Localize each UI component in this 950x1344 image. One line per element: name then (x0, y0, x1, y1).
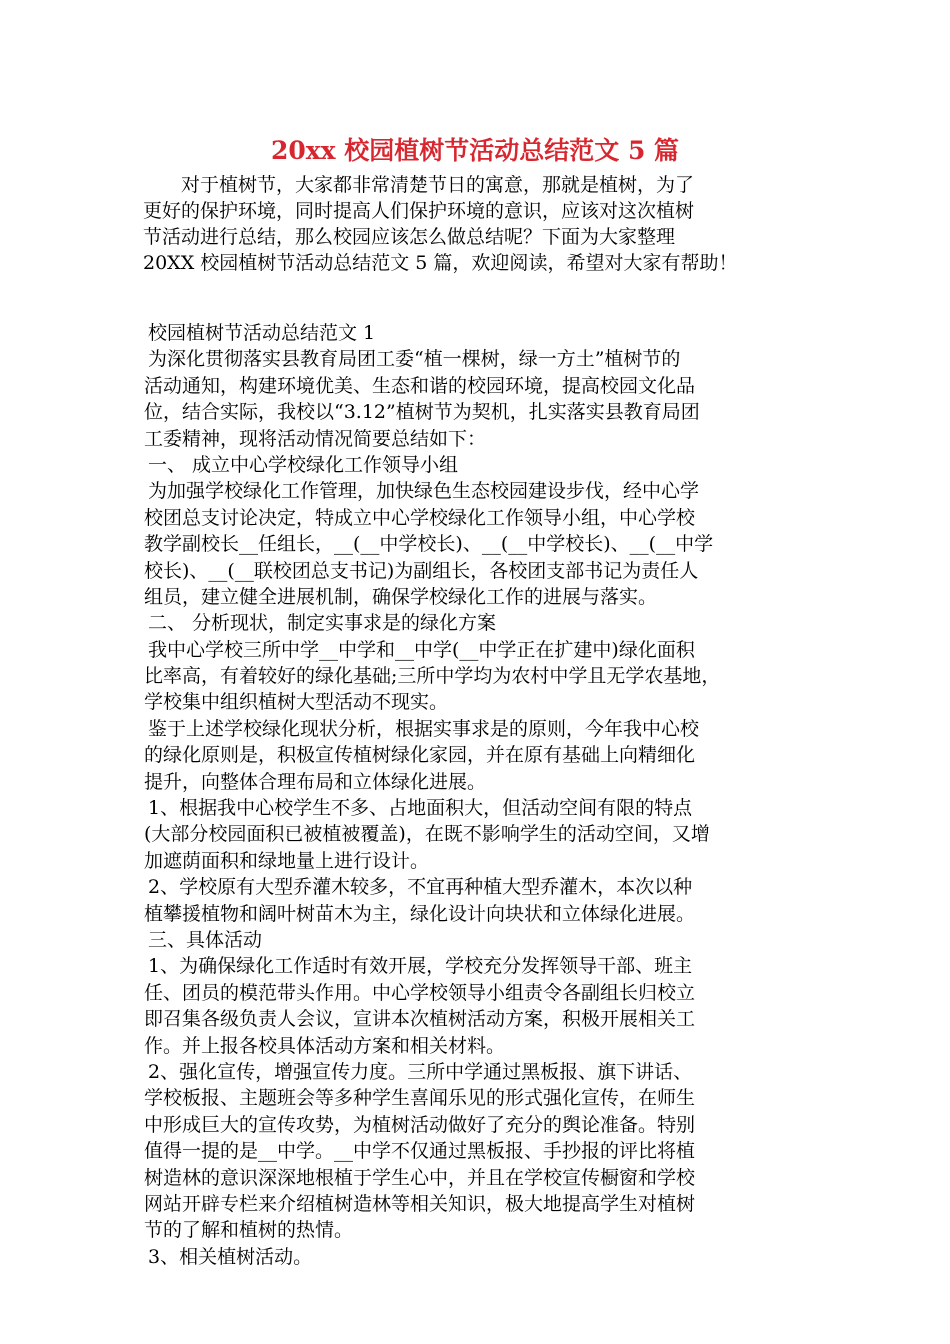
body-line: 为深化贯彻落实县教育局团工委“植一棵树，绿一方土”植树节的 (148, 348, 681, 371)
body-line: 任、团员的模范带头作用。中心学校领导小组责令各副组长归校立 (144, 981, 696, 1004)
body-line: 我中心学校三所中学__中学和__中学(__中学正在扩建中)绿化面积 (148, 638, 695, 661)
body-line: 比率高，有着较好的绿化基础;三所中学均为农村中学且无学农基地， (144, 665, 721, 688)
body-line: (大部分校园面积已被植被覆盖)，在既不影响学生的活动空间，又增 (144, 823, 710, 846)
intro-line: 更好的保护环境，同时提高人们保护环境的意识，应该对这次植树 (143, 200, 695, 222)
document-body (144, 320, 834, 1270)
section-heading: 三、具体活动 (148, 928, 263, 951)
body-line: 3、相关植树活动。 (148, 1245, 313, 1268)
body-line: 提升，向整体合理布局和立体绿化进展。 (144, 770, 487, 793)
body-line: 作。并上报各校具体活动方案和相关材料。 (144, 1034, 506, 1057)
body-line: 为加强学校绿化工作管理，加快绿色生态校园建设步伐，经中心学 (148, 480, 700, 503)
section-heading: 一、 成立中心学校绿化工作领导小组 (148, 453, 459, 476)
body-line: 教学副校长__任组长，__(__中学校长)、__(__中学校长)、__(__中学 (144, 533, 714, 556)
body-line: 的绿化原则是，积极宣传植树绿化家园，并在原有基础上向精细化 (144, 744, 696, 767)
intro-line: 节活动进行总结，那么校园应该怎么做总结呢？下面为大家整理 (143, 226, 676, 248)
body-line: 即召集各级负责人会议，宣讲本次植树活动方案，积极开展相关工 (144, 1008, 696, 1031)
body-line: 位，结合实际，我校以“3.12”植树节为契机，扎实落实县教育局团 (144, 401, 700, 424)
body-line: 组员，建立健全进展机制，确保学校绿化工作的进展与落实。 (144, 585, 658, 608)
intro-paragraph (143, 172, 823, 276)
body-line: 值得一提的是__中学。__中学不仅通过黑板报、手抄报的评比将植 (144, 1140, 696, 1163)
document-title: 20xx 校园植树节活动总结范文 5 篇 (270, 136, 680, 165)
section-heading: 二、 分析现状，制定实事求是的绿化方案 (148, 612, 497, 635)
body-line: 1、为确保绿化工作适时有效开展，学校充分发挥领导干部、班主 (148, 955, 693, 978)
body-line: 中形成巨大的宣传攻势，为植树活动做好了充分的舆论准备。特别 (144, 1113, 696, 1136)
body-line: 加遮荫面积和绿地量上进行设计。 (144, 849, 430, 872)
body-line: 2、学校原有大型乔灌木较多，不宜再种植大型乔灌木，本次以种 (148, 876, 693, 899)
body-line: 1、根据我中心校学生不多、占地面积大，但活动空间有限的特点 (148, 797, 693, 820)
section-heading: 校园植树节活动总结范文 1 (148, 322, 376, 344)
body-line: 学校集中组织植树大型活动不现实。 (144, 691, 449, 714)
body-line: 鉴于上述学校绿化现状分析，根据实事求是的原则，今年我中心校 (148, 717, 700, 740)
intro-line: 20XX 校园植树节活动总结范文 5 篇，欢迎阅读，希望对大家有帮助！ (143, 252, 738, 274)
body-line: 学校板报、主题班会等多种学生喜闻乐见的形式强化宣传，在师生 (144, 1087, 696, 1110)
body-line: 植攀援植物和阔叶树苗木为主，绿化设计向块状和立体绿化进展。 (144, 902, 696, 925)
body-line: 校团总支讨论决定，特成立中心学校绿化工作领导小组，中心学校 (144, 506, 696, 529)
body-line: 工委精神，现将活动情况简要总结如下： (144, 427, 487, 450)
body-line: 树造林的意识深深地根植于学生心中，并且在学校宣传橱窗和学校 (144, 1166, 696, 1189)
body-line: 节的了解和植树的热情。 (144, 1219, 354, 1242)
body-line: 校长)、__(__联校团总支书记)为副组长，各校团支部书记为责任人 (144, 559, 699, 582)
body-line: 网站开辟专栏来介绍植树造林等相关知识，极大地提高学生对植树 (144, 1192, 696, 1215)
body-line: 2、强化宣传，增强宣传力度。三所中学通过黑板报、旗下讲话、 (148, 1060, 693, 1083)
intro-line: 对于植树节，大家都非常清楚节日的寓意，那就是植树，为了 (181, 174, 695, 196)
body-line: 活动通知，构建环境优美、生态和谐的校园环境，提高校园文化品 (144, 374, 696, 397)
